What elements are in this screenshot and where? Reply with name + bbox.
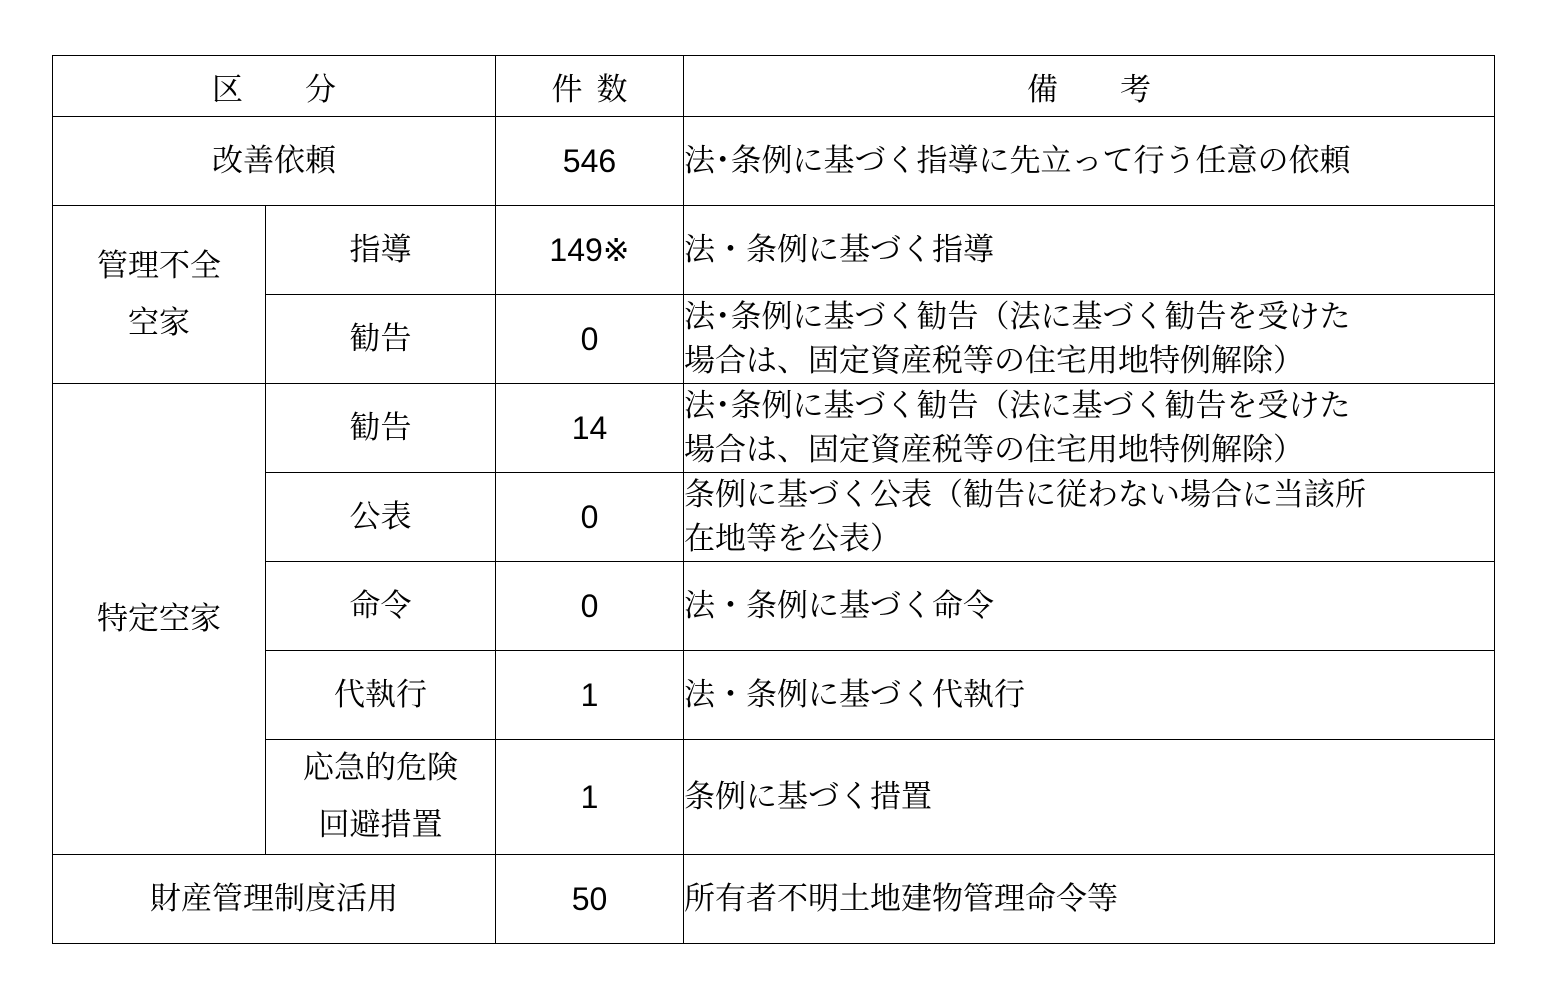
group-kanri-label-line1: 管理不全 bbox=[97, 247, 221, 284]
type-kanri-shido: 指導 bbox=[266, 206, 496, 295]
table-row-tokutei-kohyo bbox=[53, 473, 1495, 562]
header-count: 件数 bbox=[496, 56, 684, 117]
remarks-kanri-kankoku-line1: 法･条例に基づく勧告（法に基づく勧告を受けた bbox=[684, 299, 1351, 335]
table-row-tokutei-meirei bbox=[53, 562, 1495, 651]
count-tokutei-kankoku: 14 bbox=[496, 384, 684, 473]
remarks-kaizen: 法･条例に基づく指導に先立って行う任意の依頼 bbox=[684, 117, 1495, 206]
type-kanri-kankoku: 勧告 bbox=[266, 295, 496, 384]
group-tokutei-akiya: 特定空家 bbox=[53, 384, 266, 855]
remarks-tokutei-daishikko: 法・条例に基づく代執行 bbox=[684, 651, 1495, 740]
remarks-kanri-shido: 法・条例に基づく指導 bbox=[684, 206, 1495, 295]
table-row-kanri-shido bbox=[53, 206, 1495, 295]
count-kanri-kankoku: 0 bbox=[496, 295, 684, 384]
table-row-tokutei-kankoku bbox=[53, 384, 1495, 473]
type-tokutei-daishikko: 代執行 bbox=[266, 651, 496, 740]
type-tokutei-kankoku: 勧告 bbox=[266, 384, 496, 473]
type-tokutei-okyu-line1: 応急的危険 bbox=[303, 750, 458, 786]
remarks-tokutei-meirei: 法・条例に基づく命令 bbox=[684, 562, 1495, 651]
count-zaisan: 50 bbox=[496, 855, 684, 944]
remarks-zaisan: 所有者不明土地建物管理命令等 bbox=[684, 855, 1495, 944]
type-tokutei-kohyo: 公表 bbox=[266, 473, 496, 562]
remarks-tokutei-kankoku-line1: 法･条例に基づく勧告（法に基づく勧告を受けた bbox=[684, 388, 1351, 424]
group-kanri-label-line2: 空家 bbox=[128, 304, 190, 341]
category-kaizen: 改善依頼 bbox=[53, 117, 496, 206]
type-tokutei-okyu-line2: 回避措置 bbox=[318, 807, 443, 843]
remarks-tokutei-kohyo-line2: 在地等を公表） bbox=[684, 521, 901, 557]
count-tokutei-daishikko: 1 bbox=[496, 651, 684, 740]
category-zaisan: 財産管理制度活用 bbox=[53, 855, 496, 944]
table-row-kaizen bbox=[53, 117, 1495, 206]
header-remarks: 備 考 bbox=[684, 56, 1495, 117]
header-category: 区 分 bbox=[53, 56, 496, 117]
type-tokutei-okyu bbox=[266, 740, 496, 855]
remarks-tokutei-okyu: 条例に基づく措置 bbox=[684, 740, 1495, 855]
count-tokutei-okyu: 1 bbox=[496, 740, 684, 855]
type-tokutei-meirei: 命令 bbox=[266, 562, 496, 651]
table-row-tokutei-daishikko bbox=[53, 651, 1495, 740]
remarks-tokutei-kankoku-line2: 場合は、固定資産税等の住宅用地特例解除） bbox=[684, 432, 1304, 468]
remarks-tokutei-kankoku bbox=[684, 384, 1495, 473]
measures-table bbox=[52, 55, 1495, 944]
header-row bbox=[53, 56, 1495, 117]
table-row-zaisan bbox=[53, 855, 1495, 944]
count-tokutei-kohyo: 0 bbox=[496, 473, 684, 562]
count-kanri-shido: 149※ bbox=[496, 206, 684, 295]
count-tokutei-meirei: 0 bbox=[496, 562, 684, 651]
table-row-kanri-kankoku bbox=[53, 295, 1495, 384]
remarks-kanri-kankoku bbox=[684, 295, 1495, 384]
table-row-tokutei-okyu bbox=[53, 740, 1495, 855]
remarks-tokutei-kohyo bbox=[684, 473, 1495, 562]
remarks-tokutei-kohyo-line1: 条例に基づく公表（勧告に従わない場合に当該所 bbox=[684, 477, 1366, 513]
group-kanri-fuzen bbox=[53, 206, 266, 384]
remarks-kanri-kankoku-line2: 場合は、固定資産税等の住宅用地特例解除） bbox=[684, 343, 1304, 379]
count-kaizen: 546 bbox=[496, 117, 684, 206]
